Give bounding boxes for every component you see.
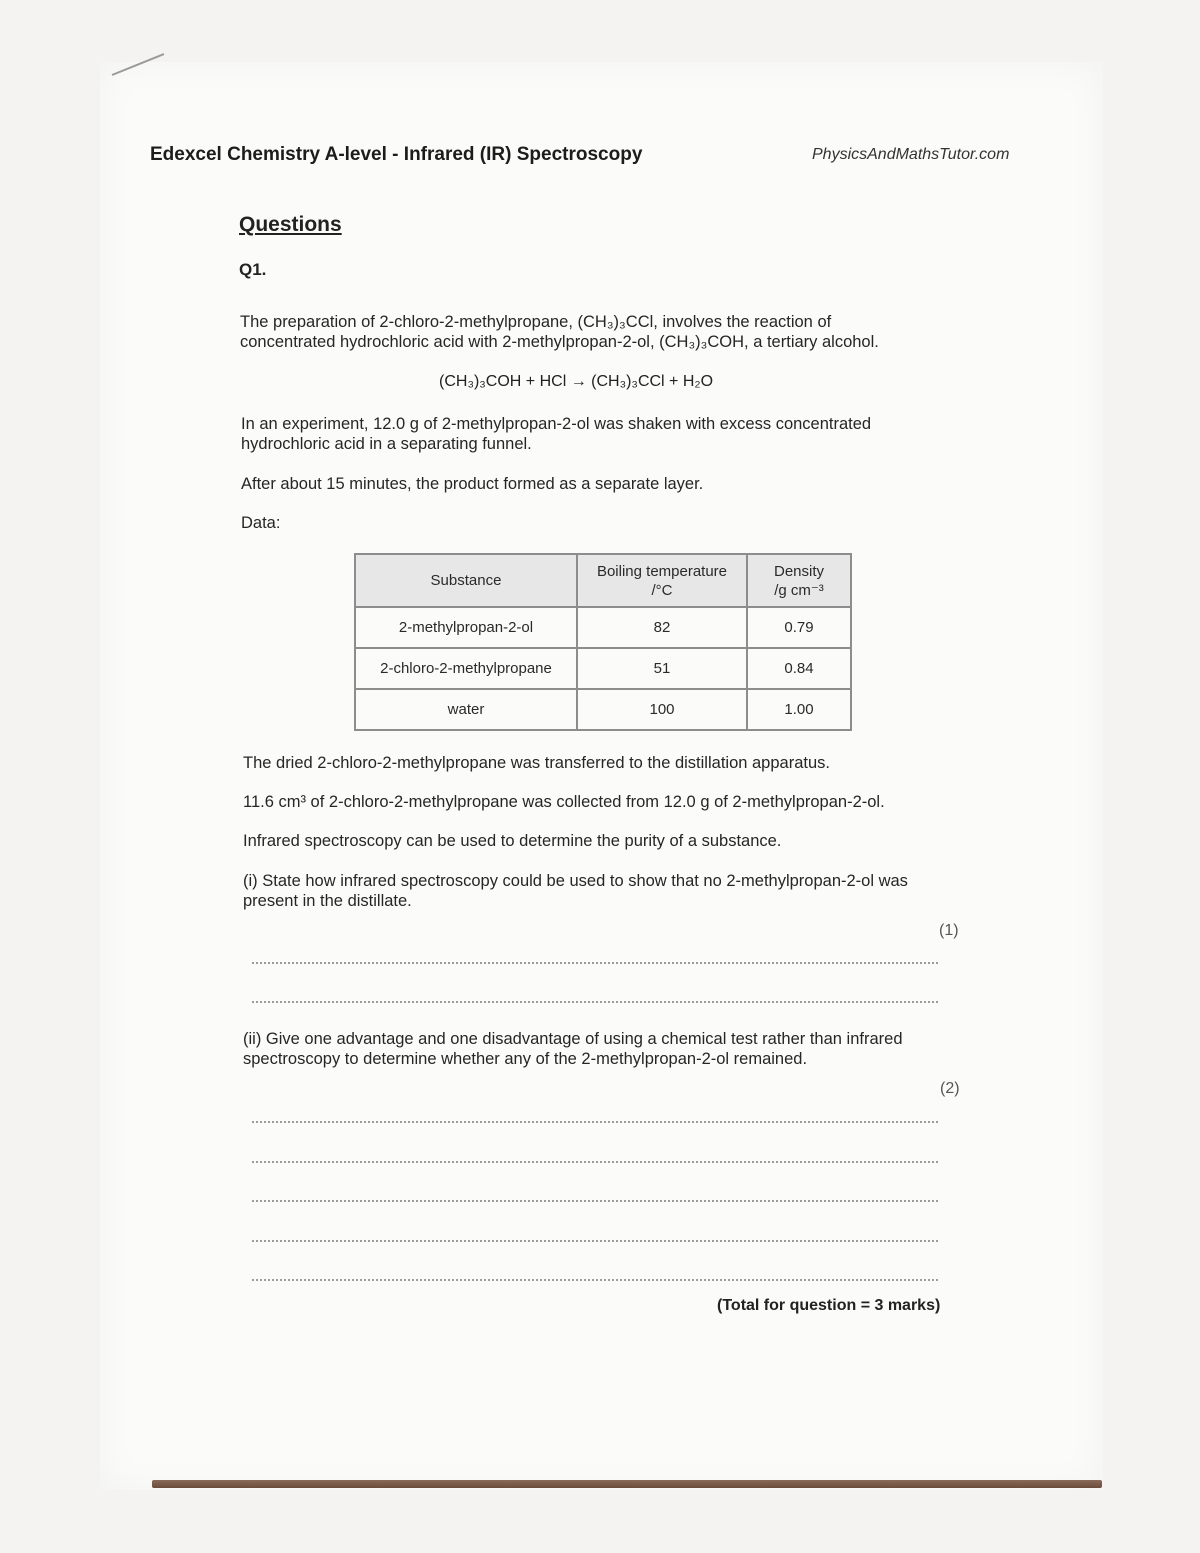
after-text: After about 15 minutes, the product formed as a separate layer. [241, 475, 704, 493]
cell-boiling: 82 [577, 607, 747, 648]
part-ii-marks: (2) [940, 1080, 960, 1097]
cell-boiling: 51 [577, 648, 747, 689]
header-density-line1: Density [773, 562, 825, 580]
answer-line[interactable] [252, 1279, 938, 1281]
collected-text: 11.6 cm³ of 2-chloro-2-methylpropane was collected from 12.0 g of 2-methylpropan-2-ol. [243, 793, 885, 811]
cell-substance: water [355, 689, 577, 730]
data-table [354, 553, 852, 731]
cell-density: 0.84 [747, 648, 851, 689]
part-i-question [243, 871, 908, 911]
part-i-marks: (1) [939, 922, 959, 939]
header-boiling [577, 554, 747, 607]
table-row [355, 689, 851, 730]
purity-text: Infrared spectroscopy can be used to determine the purity of a substance. [243, 832, 782, 850]
part-ii-line-1: (ii) Give one advantage and one disadvantage of using a chemical test rather than infrared [243, 1030, 903, 1048]
reaction-equation: (CH₃)₃COH + HCl → (CH₃)₃CCl + H₂O [439, 373, 714, 390]
answer-line[interactable] [252, 1161, 938, 1163]
total-marks: (Total for question = 3 marks) [717, 1297, 941, 1314]
section-heading: Questions [239, 213, 342, 236]
table-row [355, 648, 851, 689]
experiment-line-1: In an experiment, 12.0 g of 2-methylpropan-2-ol was shaken with excess concentrated [241, 415, 872, 433]
intro-paragraph [240, 312, 879, 352]
header-boiling-line1: Boiling temperature [596, 562, 728, 580]
data-label: Data: [241, 514, 281, 532]
intro-line-2: concentrated hydrochloric acid with 2-methylpropan-2-ol, (CH₃)₃COH, a tertiary alcohol. [240, 333, 879, 351]
table-header-row [355, 554, 851, 607]
cell-boiling: 100 [577, 689, 747, 730]
cell-substance: 2-methylpropan-2-ol [355, 607, 577, 648]
experiment-paragraph [241, 414, 871, 454]
answer-line[interactable] [252, 1001, 938, 1003]
paper-edge-shadow [152, 1480, 1102, 1488]
question-number: Q1. [239, 260, 267, 279]
intro-line-1: The preparation of 2-chloro-2-methylpropane, (CH₃)₃CCl, involves the reaction of [240, 313, 832, 331]
answer-line[interactable] [252, 962, 938, 964]
answer-line[interactable] [252, 1240, 938, 1242]
header-boiling-line2: /°C [651, 581, 673, 599]
document-title: Edexcel Chemistry A-level - Infrared (IR) Spectroscopy [150, 144, 643, 165]
part-ii-question [243, 1029, 903, 1069]
header-substance: Substance [355, 554, 577, 607]
answer-line[interactable] [252, 1121, 938, 1123]
part-ii-line-2: spectroscopy to determine whether any of the 2-methylpropan-2-ol remained. [243, 1050, 808, 1068]
cell-density: 0.79 [747, 607, 851, 648]
cell-substance: 2-chloro-2-methylpropane [355, 648, 577, 689]
header-density-line2: /g cm⁻³ [774, 581, 824, 599]
header-density [747, 554, 851, 607]
answer-line[interactable] [252, 1200, 938, 1202]
experiment-line-2: hydrochloric acid in a separating funnel. [241, 435, 532, 453]
site-name: PhysicsAndMathsTutor.com [812, 146, 1010, 163]
part-i-line-2: present in the distillate. [243, 892, 412, 910]
cell-density: 1.00 [747, 689, 851, 730]
table-row [355, 607, 851, 648]
part-i-line-1: (i) State how infrared spectroscopy could be used to show that no 2-methylpropan-2-ol was [243, 872, 908, 890]
dried-text: The dried 2-chloro-2-methylpropane was transferred to the distillation apparatus. [243, 754, 830, 772]
